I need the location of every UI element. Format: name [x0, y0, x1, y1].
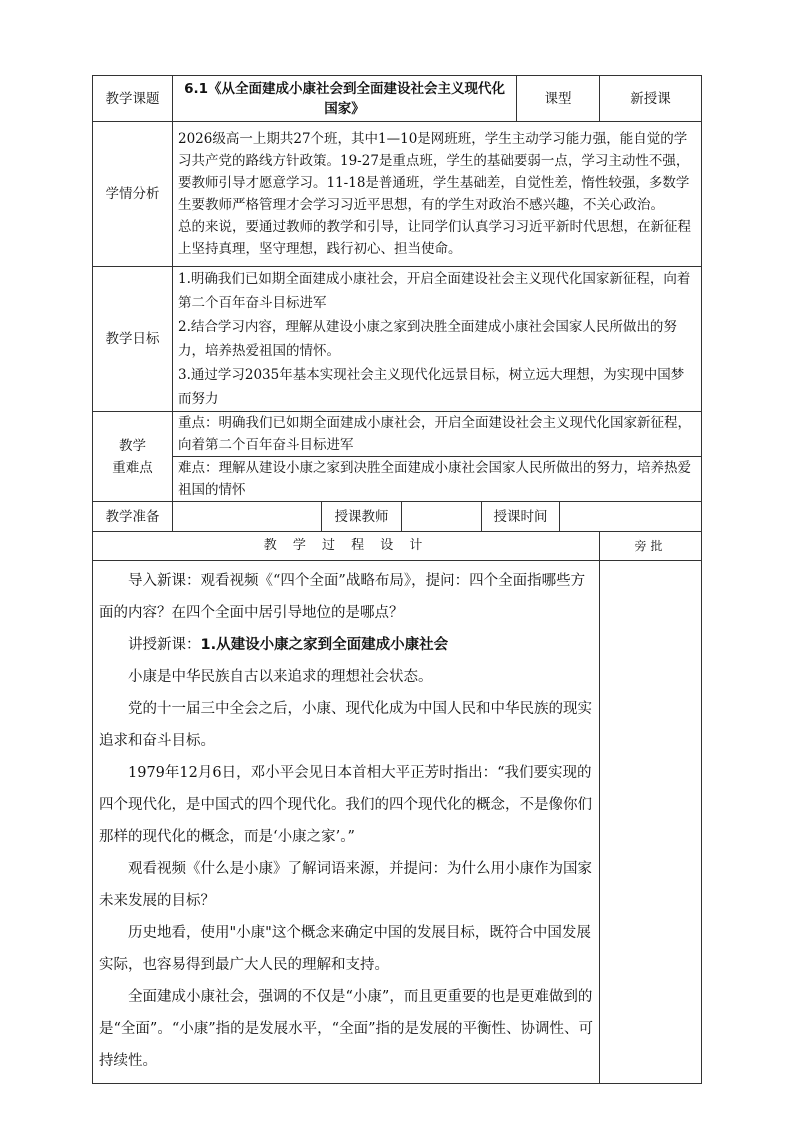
- analysis-label: 学情分析: [93, 122, 173, 267]
- analysis-para-2: 总的来说，要通过教师的教学和引导，让同学们认真学习习近平新时代思想，在新征程上坚持真理，坚守理想，践行初心、担当使命。: [178, 219, 691, 257]
- process-paragraph-1: 小康是中华民族自古以来追求的理想社会状态。: [128, 669, 433, 685]
- goals-row: [93, 267, 702, 412]
- side-note-heading: 旁批: [600, 532, 702, 561]
- analysis-para-1: 2026级高一上期共27个班，其中1—10是网班班，学生主动学习能力强，能自觉的学习共产党的路线方针政策。19-27是重点班，学生的基础要弱一点，学习主动性不强，要教师引导才愿意学习。11-18是普通班，学生基础差，自觉性差，惰性较强，多数学生要教师严格管理才会学习习近平思想，有的学生对政治不感兴趣，不关心政治。: [178, 131, 690, 213]
- goals-label: 教学日标: [93, 267, 173, 412]
- process-heading: 教 学 过 程 设 计: [93, 532, 600, 561]
- time-label: 授课时间: [482, 502, 560, 532]
- course-title: 6.1《从全面建成小康社会到全面建设社会主义现代化国家》: [173, 76, 517, 122]
- goal-item-1: 1.明确我们已如期全面建成小康社会，开启全面建设社会主义现代化国家新征程，向着第二个百年奋斗目标进军: [178, 271, 691, 311]
- analysis-row: [93, 122, 702, 267]
- process-paragraph-6: 全面建成小康社会，强调的不仅是“小康”，而且更重要的也是更难做到的是“全面”。“小康”指的是发展水平，“全面”指的是发展的平衡性、协调性、可持续性。: [99, 989, 593, 1069]
- side-note-column: [600, 561, 702, 1084]
- process-heading-row: [93, 532, 702, 561]
- keypoints-label-line1: 教学: [119, 437, 146, 454]
- prep-row: [93, 502, 702, 532]
- goal-item-2: 2.结合学习内容，理解从建设小康之家到决胜全面建成小康社会国家人民所做出的努力，培养热爱祖国的情怀。: [178, 319, 677, 359]
- type-value: 新授课: [600, 76, 702, 122]
- process-paragraph-4: 观看视频《什么是小康》了解词语来源，并提问：为什么用小康作为国家未来发展的目标？: [99, 861, 592, 909]
- time-value: [560, 502, 702, 532]
- keypoints-label: [93, 412, 173, 502]
- difficult-point-row: [93, 457, 702, 502]
- lecture-title: 1.从建设小康之家到全面建成小康社会: [200, 637, 449, 653]
- key-point-text: 重点：明确我们已如期全面建成小康社会，开启全面建设社会主义现代化国家新征程，向着第二个百年奋斗目标进军: [173, 412, 702, 457]
- process-content: [93, 561, 600, 1084]
- teacher-label: 授课教师: [322, 502, 402, 532]
- goals-content: [173, 267, 702, 412]
- lecture-prefix: 讲授新课：: [128, 637, 201, 653]
- header-row: [93, 76, 702, 122]
- teacher-value: [402, 502, 482, 532]
- keypoints-label-line2: 重难点: [112, 459, 153, 476]
- process-paragraph-2: 党的十一届三中全会之后，小康、现代化成为中国人民和中华民族的现实追求和奋斗目标。: [99, 701, 592, 749]
- course-label: 教学课题: [93, 76, 173, 122]
- difficult-point-text: 难点：理解从建设小康之家到决胜全面建成小康社会国家人民所做出的努力，培养热爱祖国的情怀: [173, 457, 702, 502]
- process-paragraph-3: 1979年12月6日，邓小平会见日本首相大平正芳时指出：“我们要实现的四个现代化，是中国式的四个现代化。我们的四个现代化的概念，不是像你们那样的现代化的概念，而是‘小康之家’。”: [99, 765, 592, 845]
- goal-item-3: 3.通过学习2035年基本实现社会主义现代化远景目标，树立远大理想，为实现中国梦而努力: [178, 367, 685, 407]
- type-label: 课型: [517, 76, 600, 122]
- key-point-row: [93, 412, 702, 457]
- lesson-plan-table: [92, 75, 702, 1084]
- lecture-heading: [99, 629, 593, 661]
- process-paragraph-5: 历史地看，使用"小康"这个概念来确定中国的发展目标，既符合中国发展实际，也容易得到最广大人民的理解和支持。: [99, 925, 591, 973]
- process-body-row: [93, 561, 702, 1084]
- intro-paragraph: 导入新课：观看视频《“四个全面”战略布局》，提问：四个全面指哪些方面的内容？在四个全面中居引导地位的是哪点？: [99, 573, 586, 621]
- prep-label: 教学准备: [93, 502, 173, 532]
- prep-value: [173, 502, 322, 532]
- analysis-content: [173, 122, 702, 267]
